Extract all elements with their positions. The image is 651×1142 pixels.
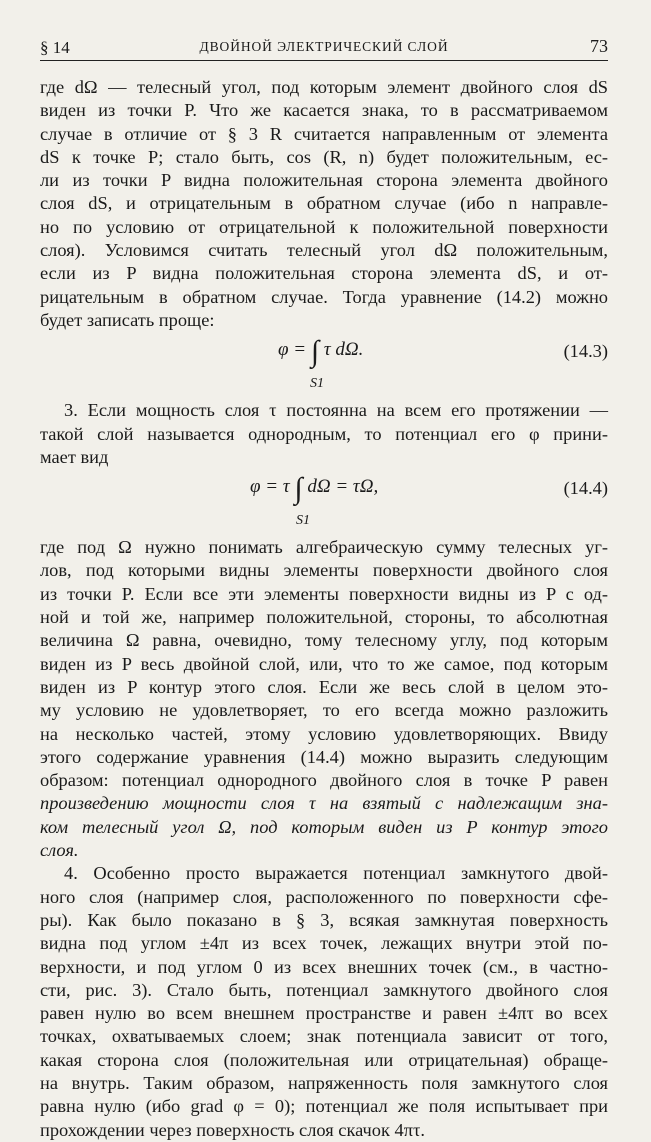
text-line: ли из точки P видна положительная сторона элемента двойного <box>40 170 608 191</box>
text-line: слоя). Условимся считать телесный угол dΩ положительным, <box>40 240 608 261</box>
integral-sign: ∫ <box>294 472 303 506</box>
page-number: 73 <box>590 36 608 56</box>
text-line: точках, охватываемых слоем; знак потенциала зависит от того, <box>40 1026 608 1047</box>
equation-number: (14.3) <box>563 341 608 362</box>
text-line: сти, рис. 3). Стало быть, потенциал замкнутого двойного слоя <box>40 979 608 1000</box>
text-line: мает вид <box>40 446 109 467</box>
text-line: но по условию от отрицательной к положительной поверхности <box>40 216 608 237</box>
text-line: где dΩ — телесный угол, под которым элемент двойного слоя dS <box>40 77 608 97</box>
text-line: верхности, и под углом 0 из всех внешних точек (см., в частно- <box>40 956 608 977</box>
text-line: величина Ω равна, очевидно, тому телесному углу, под которым <box>40 630 608 651</box>
text-line: виден из P контур этого слоя. Если же весь слой в целом это- <box>40 676 608 697</box>
text-line: равна нулю (ибо grad φ = 0); потенциал же поля испытывает при <box>40 1096 608 1117</box>
formula-lhs: φ = τ <box>250 476 290 498</box>
text-line: если из P видна положительная сторона элемента dS, и от- <box>40 263 608 284</box>
formula-rhs: τ dΩ. <box>323 339 364 361</box>
text-line: равен нулю во всем внешнем пространстве и равен ±4πτ во всех <box>40 1003 608 1024</box>
text-line: рицательным в обратном случае. Тогда уравнение (14.2) можно <box>40 286 608 307</box>
text-line: ком телесный угол Ω, под которым виден из P контур этого <box>40 816 608 837</box>
text-line: видна под углом ±4π из всех точек, лежащих внутри этой по- <box>40 933 608 954</box>
text-line: виден из P весь двойной слой, или, что то же самое, под которым <box>40 653 608 674</box>
integral-sign: ∫ <box>310 335 320 369</box>
text-line: 3. Если мощность слоя τ постоянна на всем его протяжении — <box>64 400 608 421</box>
formula-14-3 <box>40 332 608 399</box>
text-line: лов, под которыми видны элементы поверхности двойного слоя <box>40 560 608 581</box>
integral-subscript: S1 <box>296 513 310 529</box>
text-line: на несколько частей, этому условию удовлетворяющих. Ввиду <box>40 723 608 744</box>
equation-number: (14.4) <box>563 478 608 499</box>
text-line: этого содержание уравнения (14.4) можно выразить следующим <box>40 746 608 767</box>
text-line: ного слоя (например слоя, расположенного по поверхности сфе- <box>40 886 608 907</box>
formula-rhs: dΩ = τΩ, <box>307 476 379 498</box>
text-line: 4. Особенно просто выражается потенциал замкнутого двой- <box>64 863 608 884</box>
text-line: случае в отличие от § 3 R считается направленным от элемента <box>40 123 608 144</box>
text-line: такой слой называется однородным, то потенциал его φ прини- <box>40 423 608 444</box>
text-line: виден из точки P. Что же касается знака, то в рассматриваемом <box>40 100 608 121</box>
text-line: образом: потенциал однородного двойного слоя в точке P равен <box>40 770 608 791</box>
text-line: какая сторона слоя (положительная или отрицательная) обраще- <box>40 1049 608 1070</box>
formula-14-4 <box>40 469 608 536</box>
section-number: § 14 <box>40 38 70 57</box>
text-line: прохождении через поверхность слоя скачок 4πτ. <box>40 1119 425 1140</box>
text-line: ры). Как было показано в § 3, всякая замкнутая поверхность <box>40 909 608 930</box>
text-line: произведению мощности слоя τ на взятый с надлежащим зна- <box>40 793 608 814</box>
page-body <box>40 76 608 1142</box>
text-line: слоя dS, и отрицательным в обратном случае (ибо n направле- <box>40 193 608 214</box>
text-line: из точки P. Если все эти элементы поверхности видны из P с од- <box>40 583 608 604</box>
text-line: на внутрь. Таким образом, напряженность поля замкнутого слоя <box>40 1072 608 1093</box>
text-line: где под Ω нужно понимать алгебраическую сумму телесных уг- <box>40 537 608 558</box>
formula-lhs: φ = <box>278 339 307 361</box>
text-line: му условию не удовлетворяет, то его всегда можно разложить <box>40 700 608 721</box>
text-line: слоя. <box>40 840 79 861</box>
running-title: ДВОЙНОЙ ЭЛЕКТРИЧЕСКИЙ СЛОЙ <box>199 39 449 54</box>
text-line: будет записать проще: <box>40 309 215 330</box>
text-line: dS к точке P; стало быть, cos (R, n) будет положительным, ес- <box>40 146 608 167</box>
integral-subscript: S1 <box>310 376 324 392</box>
text-line: ной и той же, например положительной, стороны, то абсолютная <box>40 607 608 628</box>
running-header <box>40 36 608 61</box>
